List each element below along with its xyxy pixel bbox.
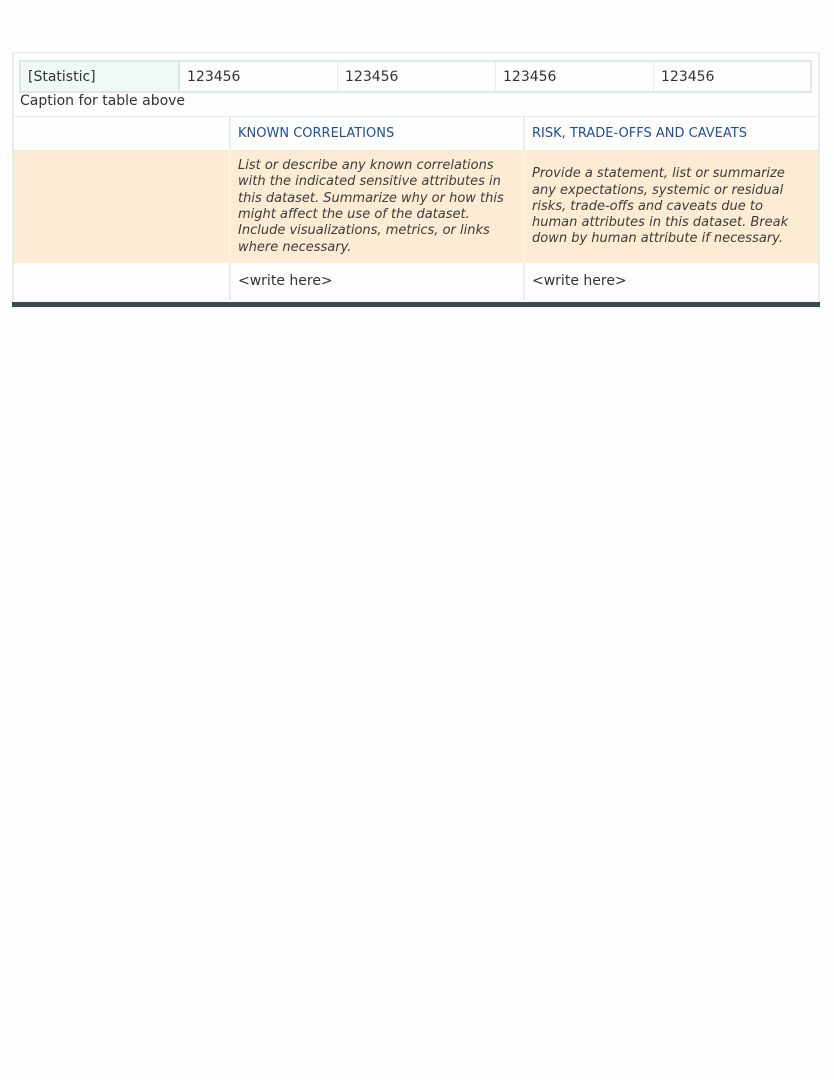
statistic-value-cell: 123456 <box>496 62 654 91</box>
table-description-row <box>14 151 818 263</box>
statistic-value-cell: 123456 <box>180 62 338 91</box>
bottom-rule <box>12 302 820 307</box>
risk-tradeoffs-write-here[interactable]: <write here> <box>532 273 627 289</box>
input-cell-empty <box>14 263 231 299</box>
statistic-value-cell: 123456 <box>338 62 496 91</box>
header-risk-tradeoffs-caveats: RISK, TRADE-OFFS AND CAVEATS <box>525 116 818 151</box>
table-input-row <box>14 263 818 299</box>
known-correlations-description: List or describe any known correlations with the indicated sensitive attributes in this dataset. Summarize why or how this might affect the use of the dataset. Include visualizations, metrics, or links where necessary. <box>231 151 525 263</box>
risk-tradeoffs-description: Provide a statement, list or summarize any expectations, systemic or residual risks, trade-offs and caveats due to human attributes in this dataset. Break down by human attribute if necessary. <box>532 166 789 247</box>
header-cell-empty <box>14 116 231 151</box>
statistic-label-cell: [Statistic] <box>21 62 180 91</box>
table-caption: Caption for table above <box>20 93 186 109</box>
correlations-table <box>14 116 818 299</box>
statistic-value-cell: 123456 <box>661 68 715 85</box>
known-correlations-write-here[interactable]: <write here> <box>231 263 525 299</box>
header-known-correlations: KNOWN CORRELATIONS <box>231 116 525 151</box>
table-header-row <box>14 116 818 151</box>
description-cell-empty <box>14 151 231 263</box>
statistic-table <box>19 60 812 93</box>
